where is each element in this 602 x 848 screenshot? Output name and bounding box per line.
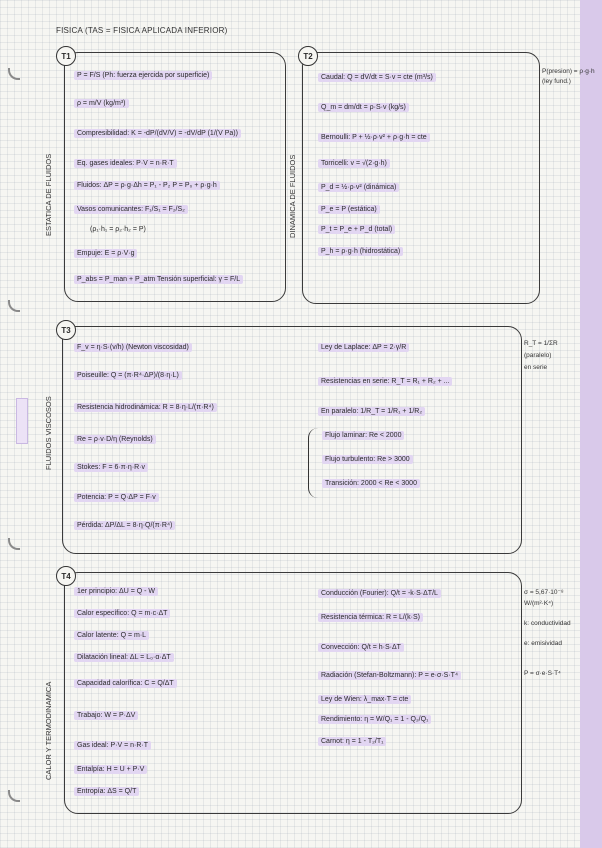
t3-line: Potencia: P = Q·ΔP = F·v [74,494,159,501]
t1-line: Eq. gases ideales: P·V = n·R·T [74,160,177,167]
t3-margin-note: en serie [524,364,548,371]
t4-margin-note: σ = 5,67·10⁻⁸ [524,589,564,596]
t1-line: P_abs = P_man + P_atm Tensión superficial: γ = F/L [74,276,243,283]
t2-line: Bernoulli: P + ½·ρ·v² + ρ·g·h = cte [318,134,430,141]
t4-line: 1er principio: ΔU = Q - W [74,588,158,595]
section-t1-tag: T1 [56,46,76,66]
t4-line: Convección: Q/t = h·S·ΔT [318,644,404,651]
section-t4-tag: T4 [56,566,76,586]
section-t1-label: ESTATICA DE FLUIDOS [44,153,53,236]
t3-line: Stokes: F = 6·π·η·R·v [74,464,148,471]
t3-line: Flujo turbulento: Re > 3000 [322,456,413,463]
section-t1-box [64,52,286,302]
t3-brace [308,428,319,498]
t2-line: P_t = P_e + P_d (total) [318,226,395,233]
t2-line: Q_m = dm/dt = ρ·S·v (kg/s) [318,104,409,111]
t4-margin-note: W/(m²·K⁴) [524,600,554,607]
t4-line: Trabajo: W = P·ΔV [74,712,138,719]
t3-line: Ley de Laplace: ΔP = 2·γ/R [318,344,409,351]
section-t4-label: CALOR Y TERMODINAMICA [44,681,53,780]
page-header: FISICA (TAS = FISICA APLICADA INFERIOR) [56,26,228,35]
section-t3-label: FLUIDOS VISCOSOS [44,396,53,470]
t4-line: Entropía: ΔS = Q/T [74,788,139,795]
t4-line: Calor específico: Q = m·c·ΔT [74,610,170,617]
t3-line: Flujo laminar: Re < 2000 [322,432,404,439]
t4-line: Ley de Wien: λ_max·T = cte [318,696,411,703]
t1-line: ρ = m/V (kg/m³) [74,100,129,107]
t2-margin-note: P(presion) = ρ·g·h [542,68,595,75]
t1-line: Empuje: E = ρ·V·g [74,250,137,257]
t1-line: Fluidos: ΔP = ρ·g·Δh = P₁ - P₂ P = P₀ + ρ·g·h [74,182,220,189]
margin-strip [580,0,602,848]
t1-line: (ρ₁·h₁ = ρ₂·h₂ = P) [90,226,146,233]
t4-line: Resistencia térmica: R = L/(k·S) [318,614,423,621]
t2-line: P_h = ρ·g·h (hidrostática) [318,248,403,255]
margin-stamp [16,398,28,444]
t2-margin-note: (ley fund.) [542,78,571,85]
t3-line: Re = ρ·v·D/η (Reynolds) [74,436,156,443]
t4-line: Rendimiento: η = W/Q₁ = 1 - Q₂/Q₁ [318,716,431,723]
t4-margin-note: P = σ·e·S·T⁴ [524,670,561,677]
t3-margin-note: (paralelo) [524,352,552,359]
t3-line: Resistencias en serie: R_T = R₁ + R₂ + ... [318,378,452,385]
t2-line: Torricelli: v = √(2·g·h) [318,160,390,167]
section-t2-box [302,52,540,304]
t1-line: Vasos comunicantes: F₁/S₁ = F₂/S₂ [74,206,188,213]
t4-line: Radiación (Stefan-Boltzmann): P = e·σ·S·T⁴ [318,672,461,679]
t1-line: Compresibilidad: K = -dP/(dV/V) = -dV/dP (1/(V Pa)) [74,130,241,137]
t4-margin-note: e: emisividad [524,640,562,647]
t4-line: Entalpía: H = U + P·V [74,766,147,773]
t3-line: Poiseuille: Q = (π·R⁴·ΔP)/(8·η·L) [74,372,182,379]
t4-line: Gas ideal: P·V = n·R·T [74,742,151,749]
t3-line: Pérdida: ΔP/ΔL = 8·η·Q/(π·R⁴) [74,522,175,529]
t4-line: Dilatación lineal: ΔL = L₀·α·ΔT [74,654,174,661]
t3-margin-note: R_T = 1/ΣR [524,340,558,347]
t3-line: F_v = η·S·(v/h) (Newton viscosidad) [74,344,192,351]
t2-line: P_d = ½·ρ·v² (dinámica) [318,184,399,191]
t3-line: Transición: 2000 < Re < 3000 [322,480,420,487]
t4-margin-note: k: conductividad [524,620,571,627]
t4-line: Carnot: η = 1 - T₂/T₁ [318,738,386,745]
t2-line: Caudal: Q = dV/dt = S·v = cte (m³/s) [318,74,436,81]
section-t3-tag: T3 [56,320,76,340]
t3-line: Resistencia hidrodinámica: R = 8·η·L/(π·R⁴) [74,404,217,411]
t3-line: En paralelo: 1/R_T = 1/R₁ + 1/R₂ [318,408,425,415]
t4-line: Conducción (Fourier): Q/t = -k·S·ΔT/L [318,590,441,597]
section-t2-label: DINAMICA DE FLUIDOS [288,154,297,238]
t4-line: Capacidad calorífica: C = Q/ΔT [74,680,177,687]
section-t2-tag: T2 [298,46,318,66]
t4-line: Calor latente: Q = m·L [74,632,149,639]
t2-line: P_e = P (estática) [318,206,380,213]
t1-line: P = F/S (Ph: fuerza ejercida por superficie) [74,72,212,79]
